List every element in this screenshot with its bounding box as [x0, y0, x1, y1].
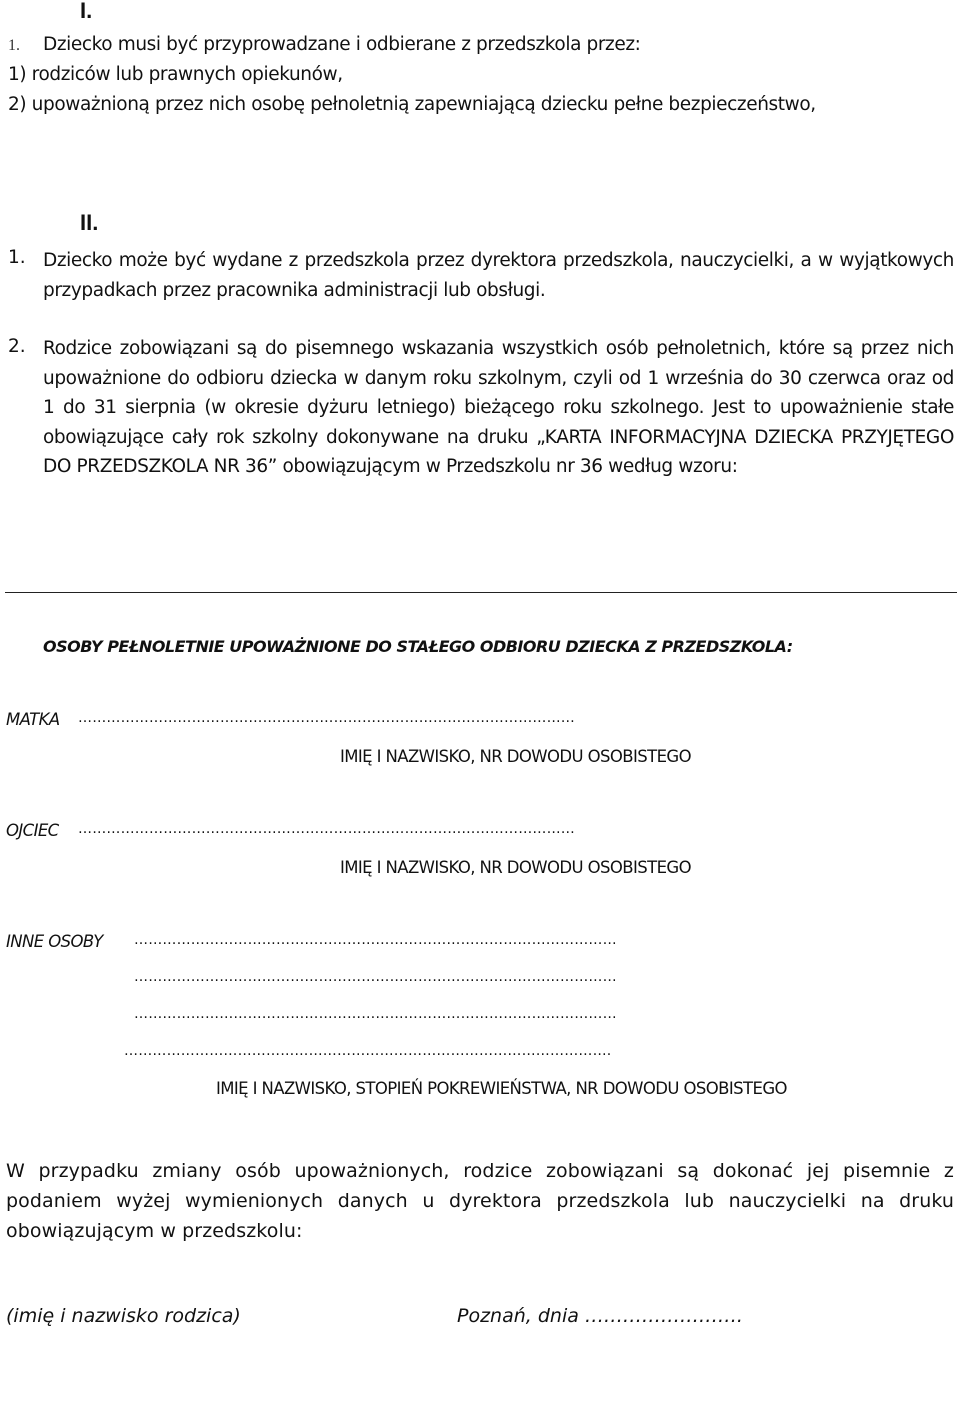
others-dotted-line-2: ………………………………………………………………………………………… — [134, 969, 617, 985]
section-1-heading: I. — [80, 0, 93, 23]
others-label: INNE OSOBY — [6, 932, 103, 951]
others-dotted-line-1: ………………………………………………………………………………………… — [134, 932, 617, 948]
mother-dotted-line: …………………………………………………………………………………………… — [78, 710, 575, 726]
form-title: OSOBY PEŁNOLETNIE UPOWAŻNIONE DO STAŁEGO ODBIORU DZIECKA Z PRZEDSZKOLA: — [43, 637, 793, 656]
mother-caption: IMIĘ I NAZWISKO, NR DOWODU OSOBISTEGO — [340, 747, 691, 766]
others-caption: IMIĘ I NAZWISKO, STOPIEŃ POKREWIEŃSTWA, NR DOWODU OSOBISTEGO — [216, 1079, 787, 1098]
mother-label: MATKA — [6, 710, 60, 729]
others-dotted-line-4: …………………………………………………………………………………………. — [124, 1043, 612, 1059]
father-label: OJCIEC — [6, 821, 59, 840]
father-dotted-line: …………………………………………………………………………………………… — [78, 821, 575, 837]
section-2-item-2-text: Rodzice zobowiązani są do pisemnego wskazania wszystkich osób pełnoletnich, które są przez nich upoważnione do odbioru dziecka w danym roku szkolnym, czyli od 1 września do 30 czerwca oraz od 1 do 31 sierpnia (w okresie dyżuru letniego) bieżącego roku szkolnego. Jest to upoważnienie stałe obowiązujące cały rok szkolny dokonywane na druku „KARTA INFORMACYJNA DZIECKA PRZYJĘTEGO DO PRZEDSZKOLA NR 36” obowiązującym w Przedszkolu nr 36 według wzoru: — [43, 338, 954, 477]
section-1-sub-item-1: 1) rodziców lub prawnych opiekunów, — [8, 64, 343, 85]
father-caption: IMIĘ I NAZWISKO, NR DOWODU OSOBISTEGO — [340, 858, 691, 877]
section-1-item-1-number: 1. — [8, 37, 20, 54]
parent-signature-label: (imię i nazwisko rodzica) — [6, 1305, 241, 1327]
section-2-item-1-text: Dziecko może być wydane z przedszkola przez dyrektora przedszkola, nauczycielki, a w wyjątkowych przypadkach przez pracownika administracji lub obsługi. — [43, 250, 954, 301]
change-notice-paragraph: W przypadku zmiany osób upoważnionych, rodzice zobowiązani są dokonać jej pisemnie z podaniem wyżej wymienionych danych u dyrektora przedszkola lub nauczycielki na druku obowiązującym w przedszkolu: — [6, 1160, 954, 1242]
section-2-item-2-number: 2. — [8, 336, 26, 357]
section-1-item-1-text: Dziecko musi być przyprowadzane i odbierane z przedszkola przez: — [43, 34, 641, 55]
section-2-item-1-number: 1. — [8, 247, 26, 268]
others-dotted-line-3: ………………………………………………………………………………………… — [134, 1006, 617, 1022]
section-2-heading: II. — [80, 210, 99, 235]
section-1-sub-item-2: 2) upoważnioną przez nich osobę pełnoletnią zapewniającą dziecku pełne bezpieczeństwo, — [8, 94, 816, 115]
section-divider — [5, 592, 957, 593]
place-date-label: Poznań, dnia ……………………. — [457, 1305, 743, 1327]
